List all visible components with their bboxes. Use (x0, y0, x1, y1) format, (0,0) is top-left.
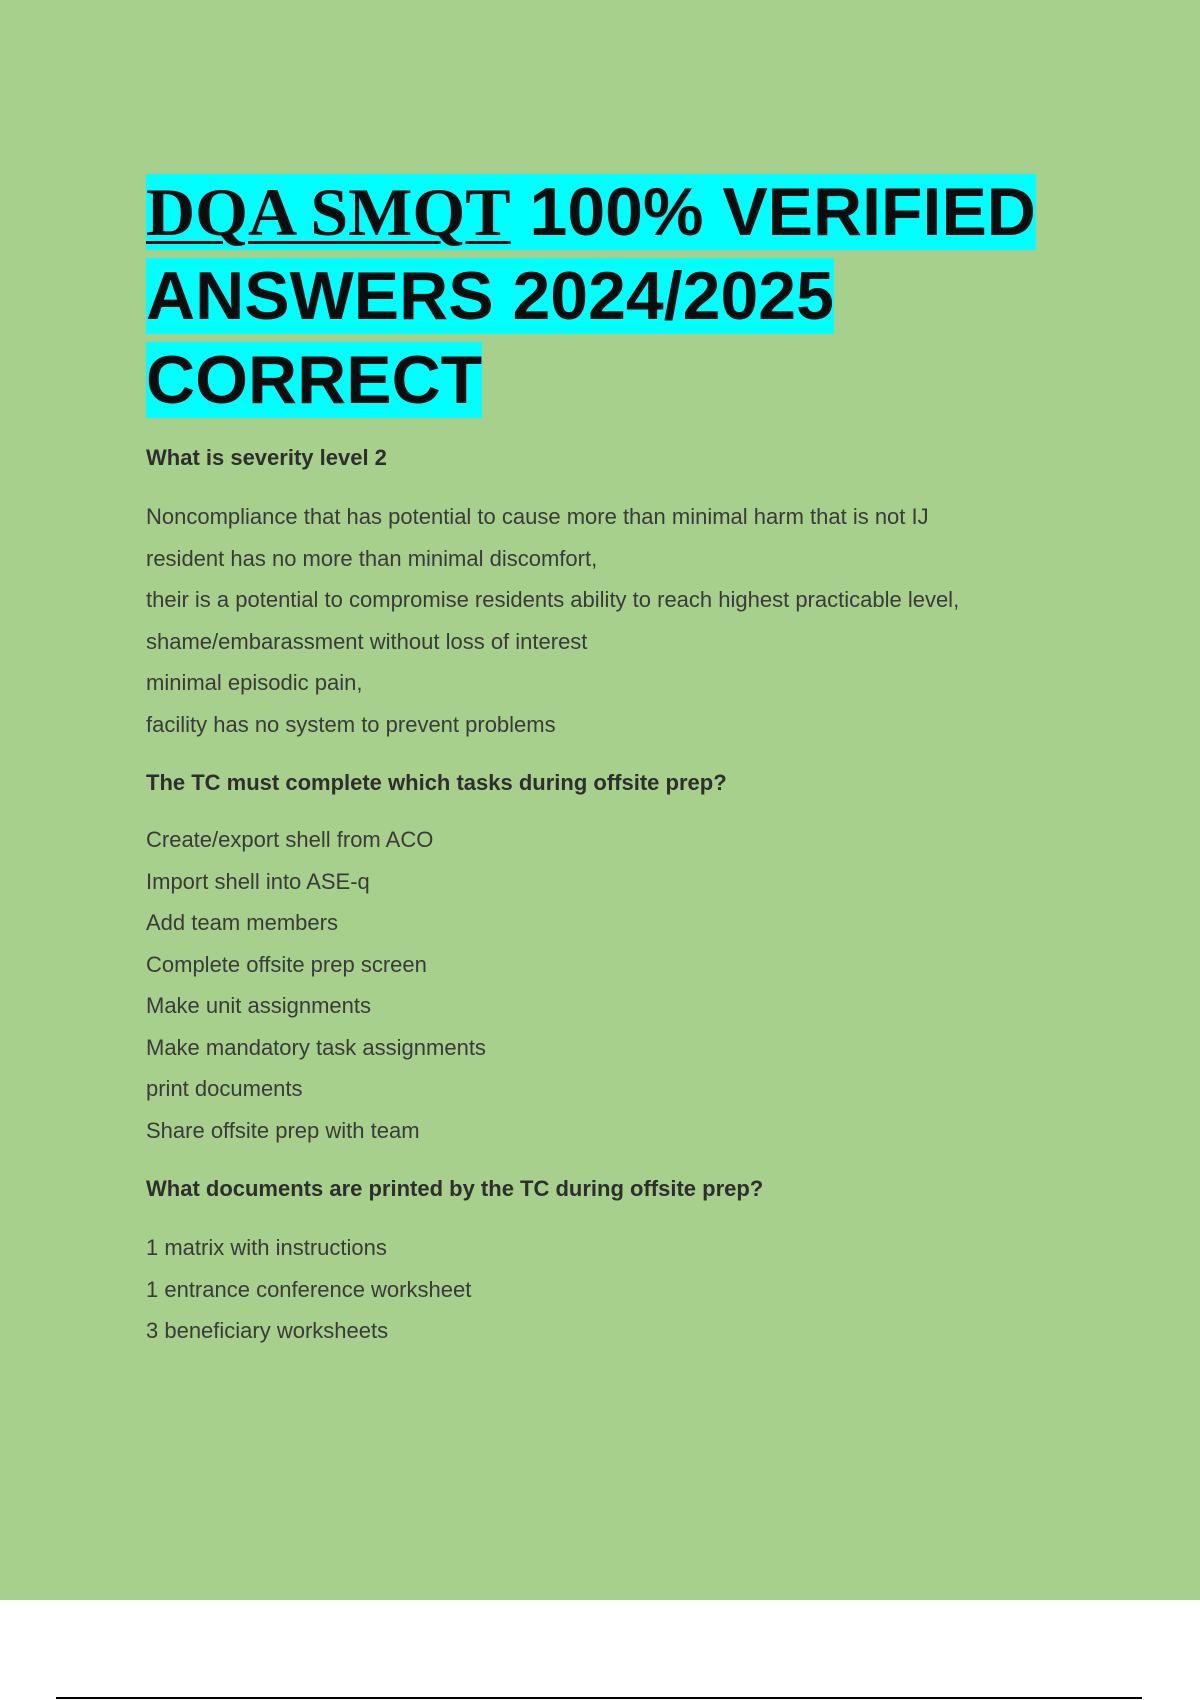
answer-line: print documents (146, 1076, 303, 1101)
answer-line: Create/export shell from ACO (146, 827, 434, 852)
answer-line: Make unit assignments (146, 993, 371, 1018)
question-2: The TC must complete which tasks during offsite prep? (146, 770, 727, 795)
answer-line: 1 entrance conference worksheet (146, 1276, 472, 1302)
answer-3 (146, 1227, 1086, 1352)
answer-line: minimal episodic pain, (146, 670, 363, 695)
document-content (146, 170, 1086, 1352)
answer-line: resident has no more than minimal discomfort, (146, 545, 598, 571)
answer-line: Add team members (146, 910, 338, 935)
answer-line: Complete offsite prep screen (146, 951, 427, 977)
answer-2 (146, 819, 1086, 1151)
question-3: What documents are printed by the TC during offsite prep? (146, 1176, 764, 1201)
answer-line: 1 matrix with instructions (146, 1235, 387, 1260)
footer-divider (56, 1697, 1142, 1699)
answer-line: shame/embarassment without loss of interest (146, 628, 588, 654)
document-title (146, 170, 1086, 422)
answer-1 (146, 496, 1086, 745)
answer-line: Make mandatory task assignments (146, 1034, 486, 1060)
title-line-3: CORRECT (146, 342, 483, 418)
title-line-2: ANSWERS 2024/2025 (146, 258, 834, 334)
title-text: 100% VERIFIED (510, 174, 1036, 250)
title-line-1 (146, 174, 1036, 250)
answer-line: 3 beneficiary worksheets (146, 1318, 389, 1343)
question-1: What is severity level 2 (146, 445, 387, 470)
answer-line: facility has no system to prevent problems (146, 711, 556, 737)
answer-line: Share offsite prep with team (146, 1117, 420, 1143)
title-link-text[interactable]: DQA SMQT (146, 174, 511, 250)
answer-line: Import shell into ASE-q (146, 868, 370, 894)
answer-line: their is a potential to compromise residents ability to reach highest practicable level, (146, 587, 960, 612)
answer-line: Noncompliance that has potential to cause more than minimal harm that is not IJ (146, 504, 929, 529)
